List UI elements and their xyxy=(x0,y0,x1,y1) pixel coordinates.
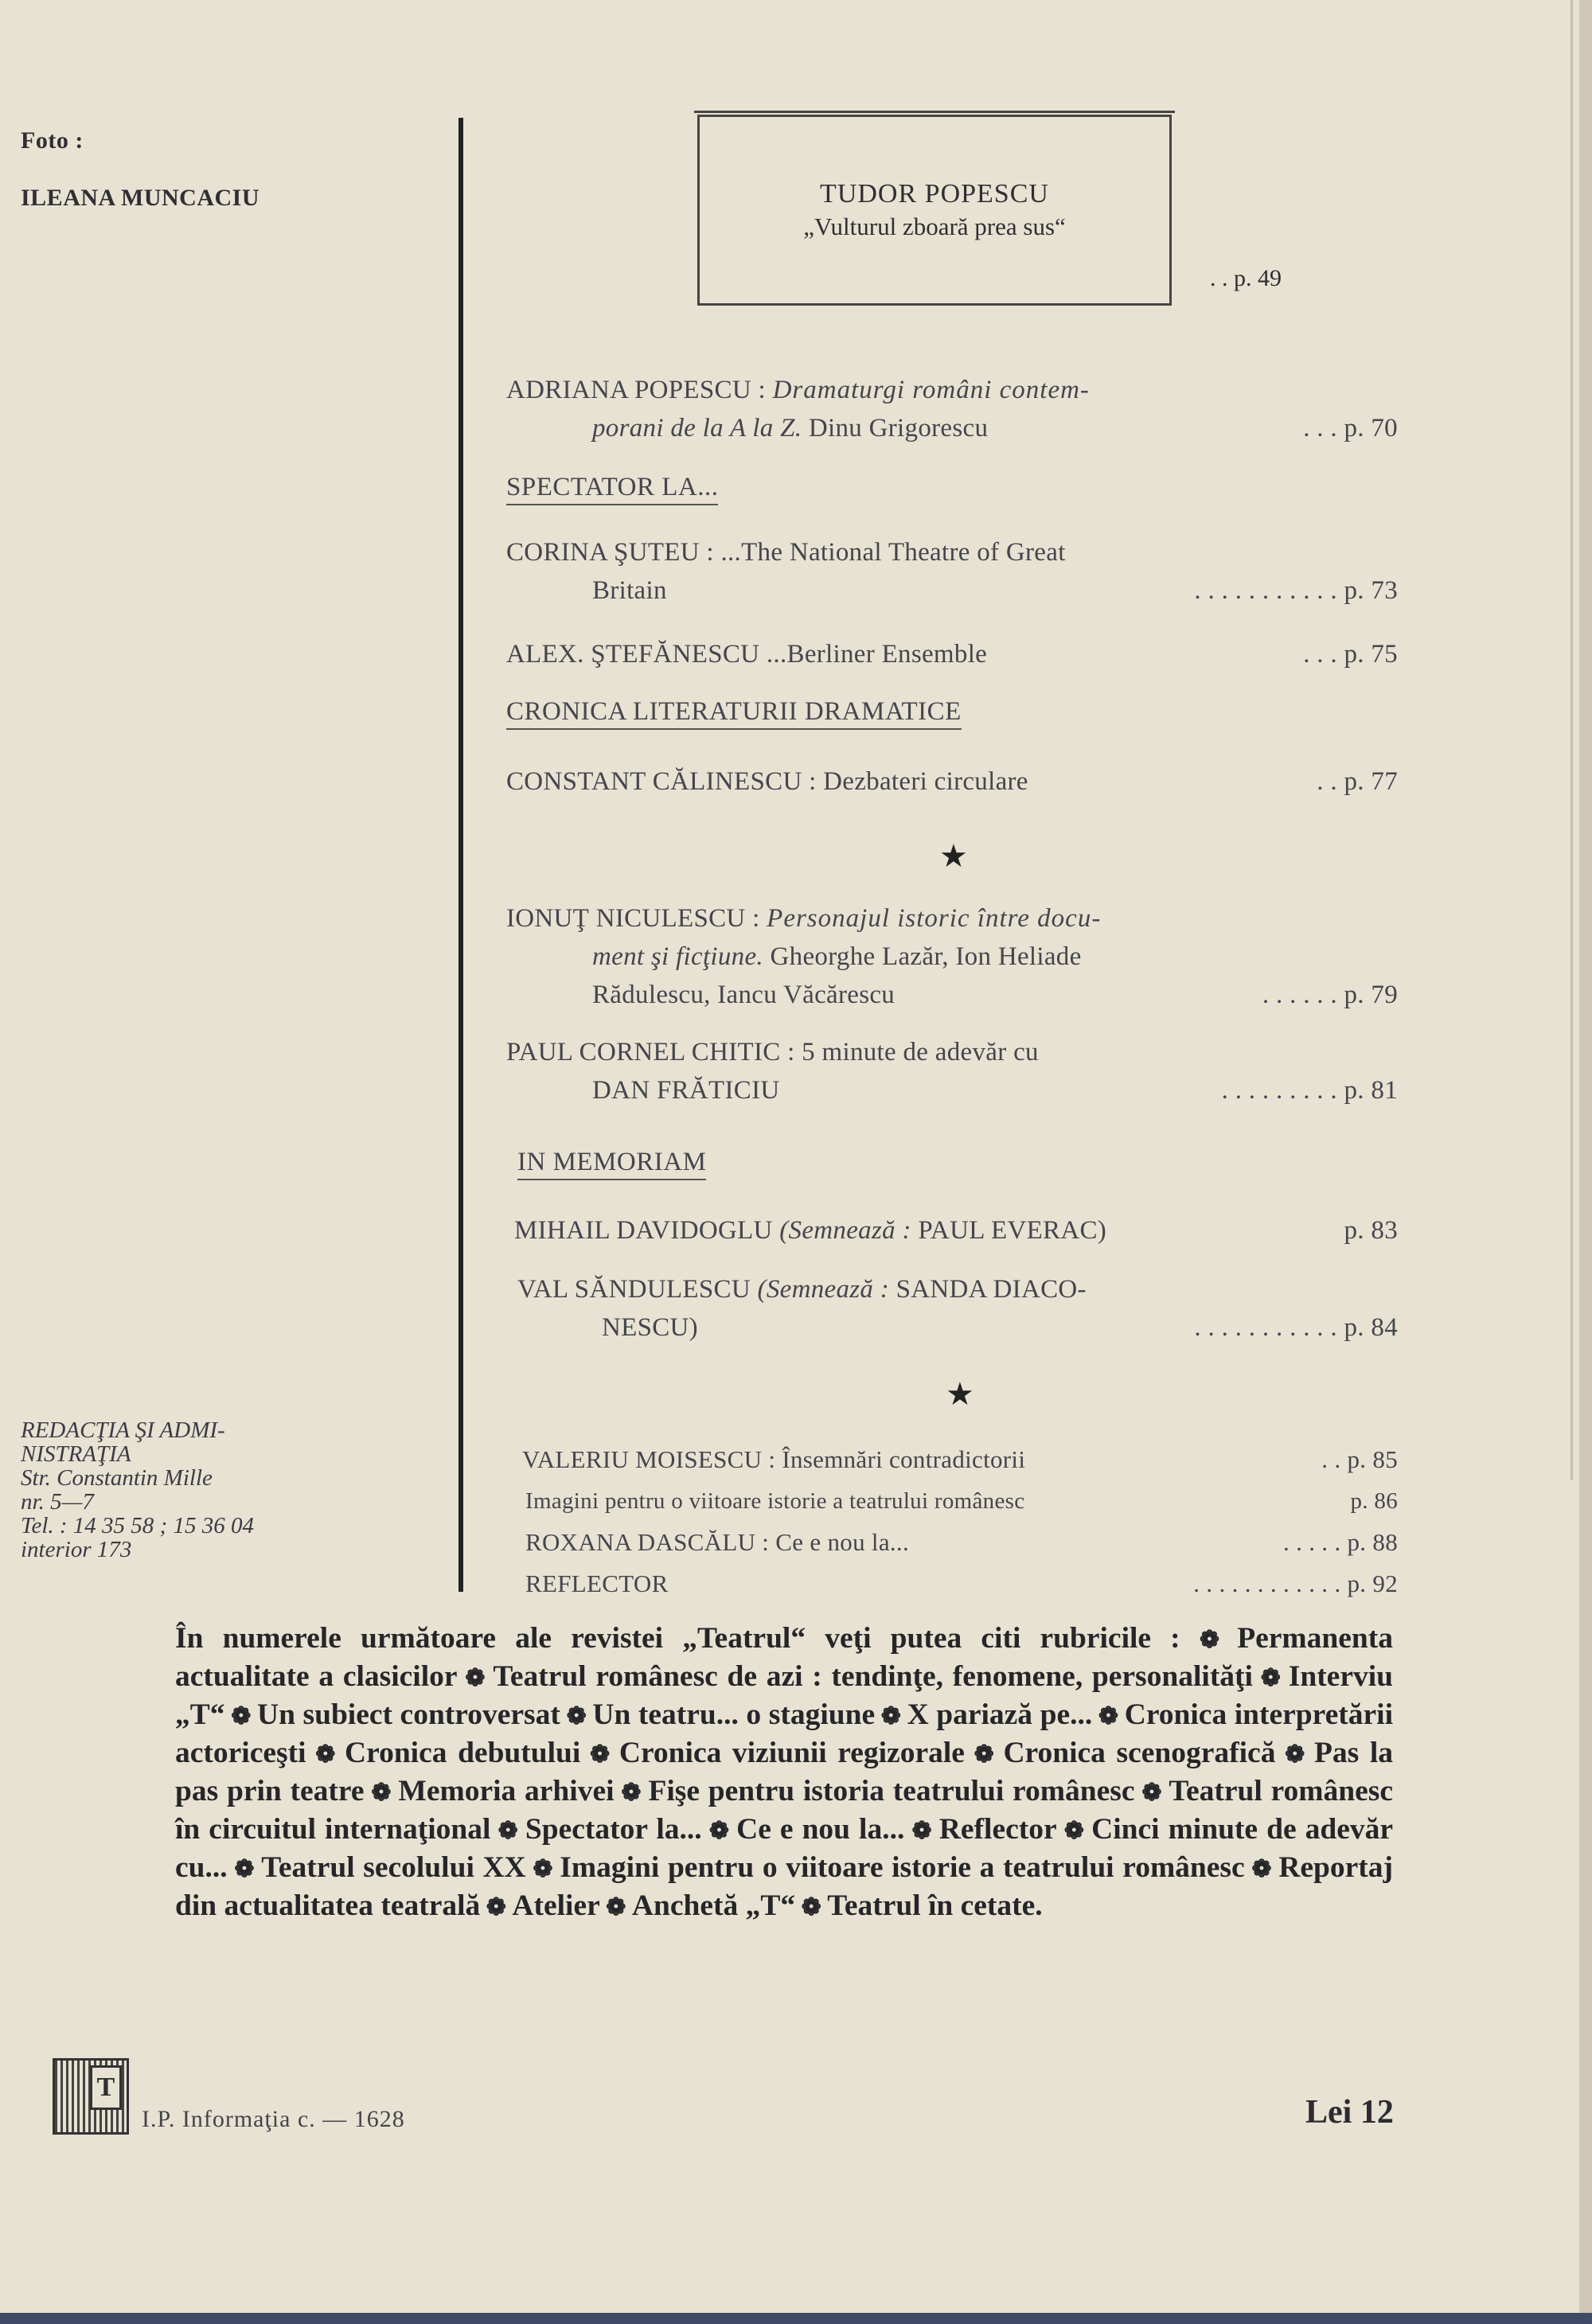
rubric-item: Teatrul românesc de azi : tendinţe, fenomene, personalităţi xyxy=(493,1660,1253,1693)
toc-sign: (Semnează : xyxy=(779,1216,911,1245)
rubric-list xyxy=(175,1622,1393,1922)
toc-page: . . . p. 75 xyxy=(1303,640,1398,669)
photo-label: Foto : xyxy=(21,127,84,154)
toc-page: . . . . . . p. 79 xyxy=(1262,981,1398,1009)
toc-entry-imagini[interactable] xyxy=(525,1480,1398,1522)
rubric-bullet-icon: ❁ xyxy=(1092,1703,1125,1729)
logo-letter: T xyxy=(90,2065,122,2110)
redaction-line: NISTRAŢIA xyxy=(21,1441,131,1467)
rubric-item: Un subiect controversat xyxy=(257,1698,560,1731)
toc-page: . . . . . p. 88 xyxy=(1283,1528,1398,1556)
rubric-bullet-icon: ❁ xyxy=(904,1818,939,1844)
column-divider xyxy=(458,118,463,1592)
publisher-logo xyxy=(53,2058,129,2135)
rubric-bullet-icon: ❁ xyxy=(490,1818,525,1844)
toc-author: IONUŢ NICULESCU : xyxy=(506,904,760,933)
featured-author: TUDOR POPESCU xyxy=(820,179,1049,209)
toc-page: p. 83 xyxy=(1344,1216,1398,1245)
toc-entry-popescu[interactable] xyxy=(506,371,1398,447)
photo-credit xyxy=(21,127,259,212)
rubric-bullet-icon: ❁ xyxy=(1134,1780,1169,1806)
toc-entry-sandulescu[interactable] xyxy=(517,1270,1398,1347)
toc-line-cont: DAN FRĂTICIU xyxy=(592,1076,780,1105)
toc-author: CORINA ŞUTEU : xyxy=(506,538,714,567)
rubric-bullet-icon: ❁ xyxy=(614,1780,649,1806)
section-heading-spectator: SPECTATOR LA... xyxy=(506,473,718,505)
featured-article-box xyxy=(697,115,1172,306)
address-street: Str. Constantin Mille xyxy=(21,1465,213,1491)
announcement-intro: În numerele următoare ale revistei „Teatrul“ veţi putea citi rubricile : xyxy=(175,1622,1180,1655)
rubric-item: Teatrul secolului XX xyxy=(261,1851,526,1884)
rubric-item: Fişe pentru istoria teatrului românesc xyxy=(648,1775,1135,1807)
toc-entry-stefanescu[interactable] xyxy=(506,635,1398,673)
toc-signer: SANDA DIACO- xyxy=(896,1275,1087,1304)
rubric-bullet-icon: ❁ xyxy=(1252,1665,1289,1691)
rubric-item: Interviu „T“ xyxy=(175,1660,1393,1731)
toc-entry-dascalu[interactable] xyxy=(525,1522,1398,1563)
rubric-item: Reflector xyxy=(938,1813,1057,1846)
rubric-bullet-icon: ❁ xyxy=(580,1741,619,1768)
phone-numbers: Tel. : 14 35 58 ; 15 36 04 xyxy=(21,1513,254,1538)
toc-line: ALEX. ŞTEFĂNESCU ...Berliner Ensemble xyxy=(506,640,988,669)
toc-page: . . . p. 70 xyxy=(1303,414,1398,443)
rubric-item: Teatrul românesc în circuitul internaţional xyxy=(175,1775,1393,1846)
toc-page: p. 86 xyxy=(1350,1488,1398,1514)
rubric-item: X pariază pe... xyxy=(907,1698,1093,1731)
toc-entry-niculescu[interactable] xyxy=(506,899,1398,1014)
toc-line: VALERIU MOISESCU : Însemnări contradictorii xyxy=(522,1445,1026,1473)
rubric-item: Cronica debutului xyxy=(345,1737,581,1769)
box-top-rule xyxy=(694,111,1175,113)
upcoming-rubrics-announcement xyxy=(175,1620,1393,1926)
toc-line: CONSTANT CĂLINESCU : Dezbateri circulare xyxy=(506,767,1028,796)
rubric-item: Atelier xyxy=(512,1889,600,1922)
price: Lei 12 xyxy=(1305,2094,1394,2131)
rubric-item: Pas la pas prin teatre xyxy=(175,1737,1393,1807)
toc-detail: Gheorghe Lazăr, Ion Heliade xyxy=(770,942,1082,971)
star-divider: ★ xyxy=(939,838,968,874)
toc-title: Dramaturgi români contem- xyxy=(772,376,1090,404)
toc-entry-davidoglu[interactable] xyxy=(514,1211,1398,1250)
bottom-edge-band xyxy=(0,2313,1592,2324)
rubric-item: Reportaj din actualitatea teatrală xyxy=(175,1851,1394,1922)
featured-page: . . p. 49 xyxy=(1210,265,1282,291)
toc-signer: PAUL EVERAC) xyxy=(918,1216,1107,1245)
page-fold-line xyxy=(1571,0,1573,1480)
redaction-address xyxy=(21,1418,254,1562)
star-divider: ★ xyxy=(946,1376,974,1412)
rubric-bullet-icon: ❁ xyxy=(795,1894,828,1920)
rubric-bullet-icon: ❁ xyxy=(1275,1741,1314,1768)
toc-page: . . p. 85 xyxy=(1321,1445,1398,1473)
rubric-bullet-icon: ❁ xyxy=(525,1856,560,1882)
redaction-line: REDACŢIA ŞI ADMI- xyxy=(21,1417,225,1443)
rubric-item: Permanenta actualitate a clasicilor xyxy=(175,1622,1394,1693)
phone-interior: interior 173 xyxy=(21,1537,132,1562)
toc-title-cont: ment şi ficţiune. xyxy=(592,942,763,971)
toc-entry-chitic[interactable] xyxy=(506,1033,1398,1109)
toc-page: . . . . . . . . . . . p. 73 xyxy=(1194,576,1398,605)
toc-detail-cont: Rădulescu, Iancu Văcărescu xyxy=(592,981,896,1009)
rubric-item: Cinci minute de adevăr cu... xyxy=(175,1813,1394,1884)
rubric-bullet-icon: ❁ xyxy=(457,1665,494,1691)
toc-page: . . . . . . . . . . . . p. 92 xyxy=(1193,1569,1398,1597)
page-right-edge xyxy=(1579,0,1592,2324)
toc-author: MIHAIL DAVIDOGLU xyxy=(514,1216,773,1245)
toc-entry-suteu[interactable] xyxy=(506,533,1398,610)
toc-title: Personajul istoric între docu- xyxy=(767,904,1102,933)
rubric-item: Memoria arhivei xyxy=(398,1775,615,1807)
rubric-item: Un teatru... o stagiune xyxy=(592,1698,876,1731)
rubric-bullet-icon: ❁ xyxy=(227,1856,262,1882)
toc-line: PAUL CORNEL CHITIC : 5 minute de adevăr cu xyxy=(506,1038,1039,1066)
photographer-name: ILEANA MUNCACIU xyxy=(21,185,260,211)
toc-author: VAL SĂNDULESCU xyxy=(517,1275,751,1304)
toc-page: . . . . . . . . . p. 81 xyxy=(1221,1076,1398,1105)
toc-entry-reflector[interactable] xyxy=(525,1563,1398,1605)
toc-title: ...The National Theatre of Great xyxy=(720,538,1066,567)
rubric-bullet-icon: ❁ xyxy=(560,1703,593,1729)
rubric-bullet-icon: ❁ xyxy=(1244,1856,1279,1882)
toc-title-cont: porani de la A la Z. xyxy=(592,414,802,443)
toc-title-cont: Britain xyxy=(592,576,667,605)
toc-signer-cont: NESCU) xyxy=(602,1313,698,1342)
rubric-bullet-icon: ❁ xyxy=(224,1703,258,1729)
rubric-bullet-icon: ❁ xyxy=(875,1703,907,1729)
rubric-bullet-icon: ❁ xyxy=(1056,1818,1092,1844)
toc-detail: Dinu Grigorescu xyxy=(808,414,989,443)
rubric-item: Anchetă „T“ xyxy=(631,1889,796,1922)
rubric-bullet-icon: ❁ xyxy=(964,1741,1004,1768)
rubric-item: Spectator la... xyxy=(525,1813,702,1846)
toc-page: . . . . . . . . . . . p. 84 xyxy=(1194,1313,1398,1342)
toc-entry-calinescu[interactable] xyxy=(506,762,1398,801)
rubric-bullet-icon: ❁ xyxy=(306,1741,345,1768)
address-number: nr. 5—7 xyxy=(21,1489,94,1515)
rubric-item: Ce e nou la... xyxy=(736,1813,905,1846)
toc-line: Imagini pentru o viitoare istorie a teatrului românesc xyxy=(525,1488,1025,1514)
rubric-bullet-icon: ❁ xyxy=(701,1818,737,1844)
rubric-item: Imagini pentru o viitoare istorie a teatrului românesc xyxy=(560,1851,1245,1884)
toc-entry-moisescu[interactable] xyxy=(522,1439,1398,1480)
rubric-item: Cronica interpretării actoriceşti xyxy=(175,1698,1393,1769)
toc-page: . . p. 77 xyxy=(1317,767,1398,796)
rubric-bullet-icon: ❁ xyxy=(480,1894,513,1920)
toc-line: ROXANA DASCĂLU : Ce e nou la... xyxy=(525,1528,910,1556)
printer-imprint: I.P. Informaţia c. — 1628 xyxy=(142,2106,405,2132)
section-heading-memoriam: IN MEMORIAM xyxy=(517,1148,706,1180)
rubric-bullet-icon: ❁ xyxy=(1199,1627,1238,1653)
rubric-item: Teatrul în cetate. xyxy=(827,1889,1043,1922)
featured-title: „Vulturul zboară prea sus“ xyxy=(803,213,1066,240)
rubric-bullet-icon: ❁ xyxy=(599,1894,632,1920)
section-heading-cronica: CRONICA LITERATURII DRAMATICE xyxy=(506,697,962,730)
rubric-item: Cronica scenografică xyxy=(1003,1737,1276,1769)
toc-sign: (Semnează : xyxy=(757,1275,890,1304)
rubric-item: Cronica viziunii regizorale xyxy=(618,1737,965,1769)
toc-author: ADRIANA POPESCU : xyxy=(506,376,766,404)
rubric-bullet-icon: ❁ xyxy=(364,1780,399,1806)
toc-line: REFLECTOR xyxy=(525,1569,669,1597)
